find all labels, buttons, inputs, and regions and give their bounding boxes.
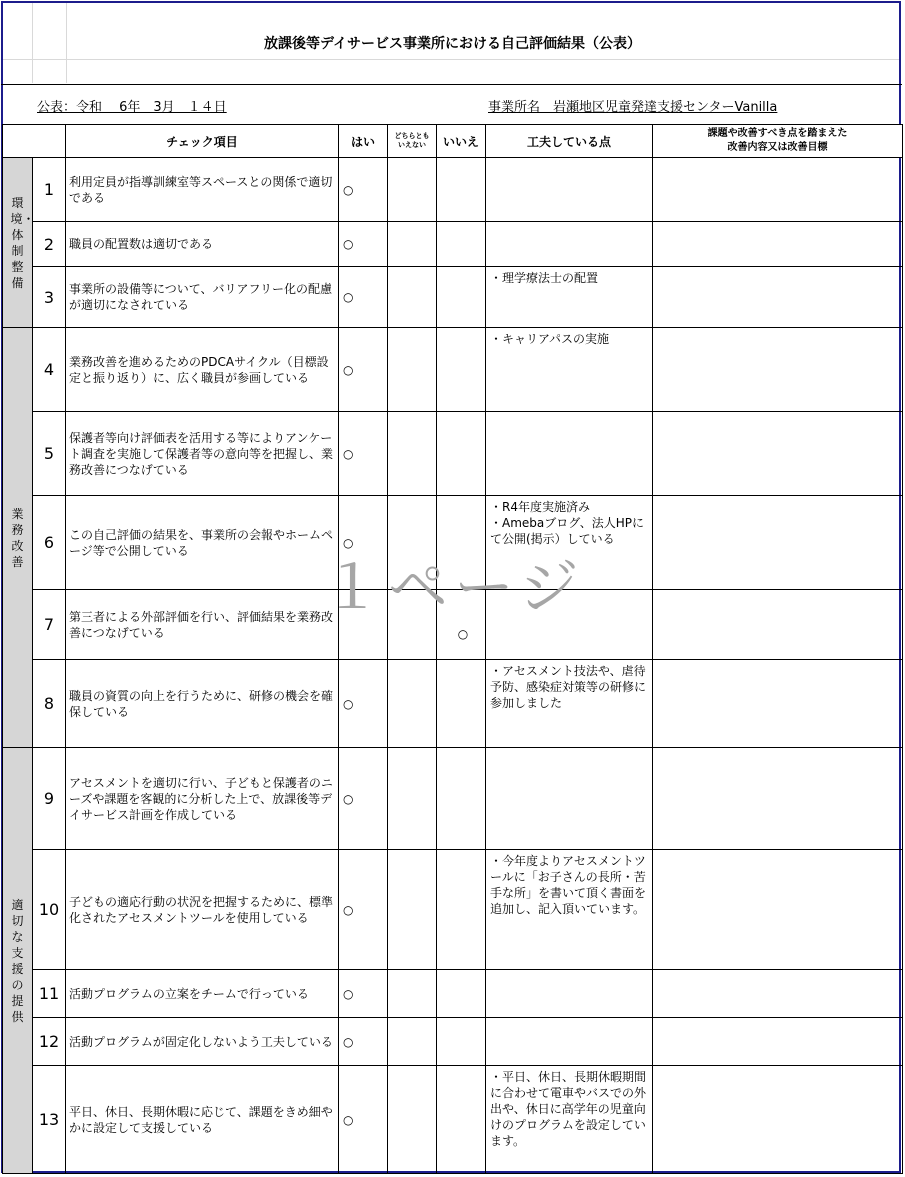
no-mark: ○ bbox=[437, 590, 486, 660]
col-no: いいえ bbox=[437, 125, 486, 158]
neither-mark bbox=[388, 222, 437, 267]
effort-note: ・キャリアパスの実施 bbox=[486, 328, 653, 412]
yes-mark: ○ bbox=[339, 1018, 388, 1066]
header-divider bbox=[1, 84, 902, 85]
neither-mark bbox=[388, 590, 437, 660]
publication-date: 公表：令和 6年 3月 １４日 bbox=[37, 100, 227, 115]
improvement-note bbox=[653, 158, 903, 222]
table-row bbox=[3, 748, 903, 850]
row-number: 2 bbox=[33, 222, 66, 267]
page-watermark: １ページ bbox=[322, 553, 585, 623]
check-item: 活動プログラムが固定化しないよう工夫している bbox=[66, 1018, 339, 1066]
improvement-note bbox=[653, 1066, 903, 1174]
table-header-row bbox=[3, 125, 903, 158]
neither-mark bbox=[388, 1018, 437, 1066]
row-number: 7 bbox=[33, 590, 66, 660]
effort-note: ・今年度よりアセスメントツールに「お子さんの長所・苦手な所」を書いて頂く書面を追加し、記入頂いています。 bbox=[486, 850, 653, 970]
row-number: 4 bbox=[33, 328, 66, 412]
check-item: 第三者による外部評価を行い、評価結果を業務改善につなげている bbox=[66, 590, 339, 660]
no-mark bbox=[437, 412, 486, 496]
neither-mark bbox=[388, 660, 437, 748]
effort-note: ・理学療法士の配置 bbox=[486, 267, 653, 328]
no-mark bbox=[437, 158, 486, 222]
col-improvement: 課題や改善すべき点を踏まえた 改善内容又は改善目標 bbox=[653, 125, 903, 158]
row-number: 8 bbox=[33, 660, 66, 748]
no-mark bbox=[437, 222, 486, 267]
no-mark bbox=[437, 267, 486, 328]
effort-note bbox=[486, 222, 653, 267]
no-mark bbox=[437, 1018, 486, 1066]
improvement-note bbox=[653, 970, 903, 1018]
effort-note bbox=[486, 970, 653, 1018]
effort-note: ・アセスメント技法や、虐待予防、感染症対策等の研修に参加しました bbox=[486, 660, 653, 748]
col-effort: 工夫している点 bbox=[486, 125, 653, 158]
check-item: 平日、休日、長期休暇に応じて、課題をきめ細やかに設定して支援している bbox=[66, 1066, 339, 1174]
table-row bbox=[3, 328, 903, 412]
check-item: 業務改善を進めるためのPDCAサイクル（目標設定と振り返り）に、広く職員が参画している bbox=[66, 328, 339, 412]
neither-mark bbox=[388, 748, 437, 850]
row-number: 9 bbox=[33, 748, 66, 850]
check-item: この自己評価の結果を、事業所の会報やホームページ等で公開している bbox=[66, 496, 339, 590]
table-row bbox=[3, 412, 903, 496]
improvement-note bbox=[653, 267, 903, 328]
no-mark bbox=[437, 496, 486, 590]
table-row bbox=[3, 267, 903, 328]
yes-mark: ○ bbox=[339, 222, 388, 267]
row-number: 13 bbox=[33, 1066, 66, 1174]
check-item: 子どもの適応行動の状況を把握するために、標準化されたアセスメントツールを使用している bbox=[66, 850, 339, 970]
effort-note: ・平日、休日、長期休暇期間に合わせて電車やバスでの外出や、休日に高学年の児童向けのプログラムを設定しています。 bbox=[486, 1066, 653, 1174]
evaluation-table bbox=[2, 124, 903, 1174]
category-environment: 環境・体制整備 bbox=[3, 158, 33, 328]
row-number: 1 bbox=[33, 158, 66, 222]
row-number: 6 bbox=[33, 496, 66, 590]
neither-mark bbox=[388, 850, 437, 970]
no-mark bbox=[437, 748, 486, 850]
improvement-note bbox=[653, 748, 903, 850]
check-item: アセスメントを適切に行い、子どもと保護者のニーズや課題を客観的に分析した上で、放課後等デイサービス計画を作成している bbox=[66, 748, 339, 850]
no-mark bbox=[437, 970, 486, 1018]
table-row bbox=[3, 1018, 903, 1066]
check-item: 利用定員が指導訓練室等スペースとの関係で適切である bbox=[66, 158, 339, 222]
table-row bbox=[3, 850, 903, 970]
improvement-note bbox=[653, 412, 903, 496]
neither-mark bbox=[388, 267, 437, 328]
check-item: 活動プログラムの立案をチームで行っている bbox=[66, 970, 339, 1018]
improvement-note bbox=[653, 660, 903, 748]
check-item: 職員の配置数は適切である bbox=[66, 222, 339, 267]
table-row bbox=[3, 660, 903, 748]
row-number: 5 bbox=[33, 412, 66, 496]
col-neither: どちらとも いえない bbox=[388, 125, 437, 158]
effort-note: ・R4年度実施済み ・Amebaブログ、法人HPにて公開(掲示）している bbox=[486, 496, 653, 590]
page-title: 放課後等デイサービス事業所における自己評価結果（公表） bbox=[263, 36, 642, 52]
yes-mark: ○ bbox=[339, 412, 388, 496]
yes-mark: ○ bbox=[339, 267, 388, 328]
header-blank bbox=[3, 125, 66, 158]
office-name: 事業所名 岩瀬地区児童発達支援センターVanilla bbox=[488, 100, 778, 115]
row-number: 10 bbox=[33, 850, 66, 970]
check-item: 保護者等向け評価表を活用する等によりアンケート調査を実施して保護者等の意向等を把握し、業務改善につなげている bbox=[66, 412, 339, 496]
yes-mark: ○ bbox=[339, 328, 388, 412]
table-row bbox=[3, 590, 903, 660]
table-row bbox=[3, 158, 903, 222]
col-check-item: チェック項目 bbox=[66, 125, 339, 158]
yes-mark: ○ bbox=[339, 1066, 388, 1174]
neither-mark bbox=[388, 970, 437, 1018]
table-row bbox=[3, 222, 903, 267]
neither-mark bbox=[388, 1066, 437, 1174]
yes-mark: ○ bbox=[339, 748, 388, 850]
yes-mark bbox=[339, 590, 388, 660]
neither-mark bbox=[388, 412, 437, 496]
yes-mark: ○ bbox=[339, 158, 388, 222]
no-mark bbox=[437, 850, 486, 970]
effort-note bbox=[486, 590, 653, 660]
improvement-note bbox=[653, 590, 903, 660]
no-mark bbox=[437, 660, 486, 748]
improvement-note bbox=[653, 850, 903, 970]
yes-mark: ○ bbox=[339, 970, 388, 1018]
neither-mark bbox=[388, 328, 437, 412]
neither-mark bbox=[388, 496, 437, 590]
row-number: 12 bbox=[33, 1018, 66, 1066]
category-operations: 業務改善 bbox=[3, 328, 33, 748]
check-item: 職員の資質の向上を行うために、研修の機会を確保している bbox=[66, 660, 339, 748]
effort-note bbox=[486, 1018, 653, 1066]
effort-note bbox=[486, 158, 653, 222]
row-number: 3 bbox=[33, 267, 66, 328]
row-number: 11 bbox=[33, 970, 66, 1018]
table-row bbox=[3, 1066, 903, 1174]
yes-mark: ○ bbox=[339, 850, 388, 970]
category-support: 適切な支援の提供 bbox=[3, 748, 33, 1174]
improvement-note bbox=[653, 222, 903, 267]
effort-note bbox=[486, 412, 653, 496]
improvement-note bbox=[653, 496, 903, 590]
no-mark bbox=[437, 328, 486, 412]
improvement-note bbox=[653, 328, 903, 412]
table-row bbox=[3, 496, 903, 590]
col-yes: はい bbox=[339, 125, 388, 158]
improvement-note bbox=[653, 1018, 903, 1066]
check-item: 事業所の設備等について、バリアフリー化の配慮が適切になされている bbox=[66, 267, 339, 328]
no-mark bbox=[437, 1066, 486, 1174]
yes-mark: ○ bbox=[339, 496, 388, 590]
table-row bbox=[3, 970, 903, 1018]
neither-mark bbox=[388, 158, 437, 222]
yes-mark: ○ bbox=[339, 660, 388, 748]
effort-note bbox=[486, 748, 653, 850]
